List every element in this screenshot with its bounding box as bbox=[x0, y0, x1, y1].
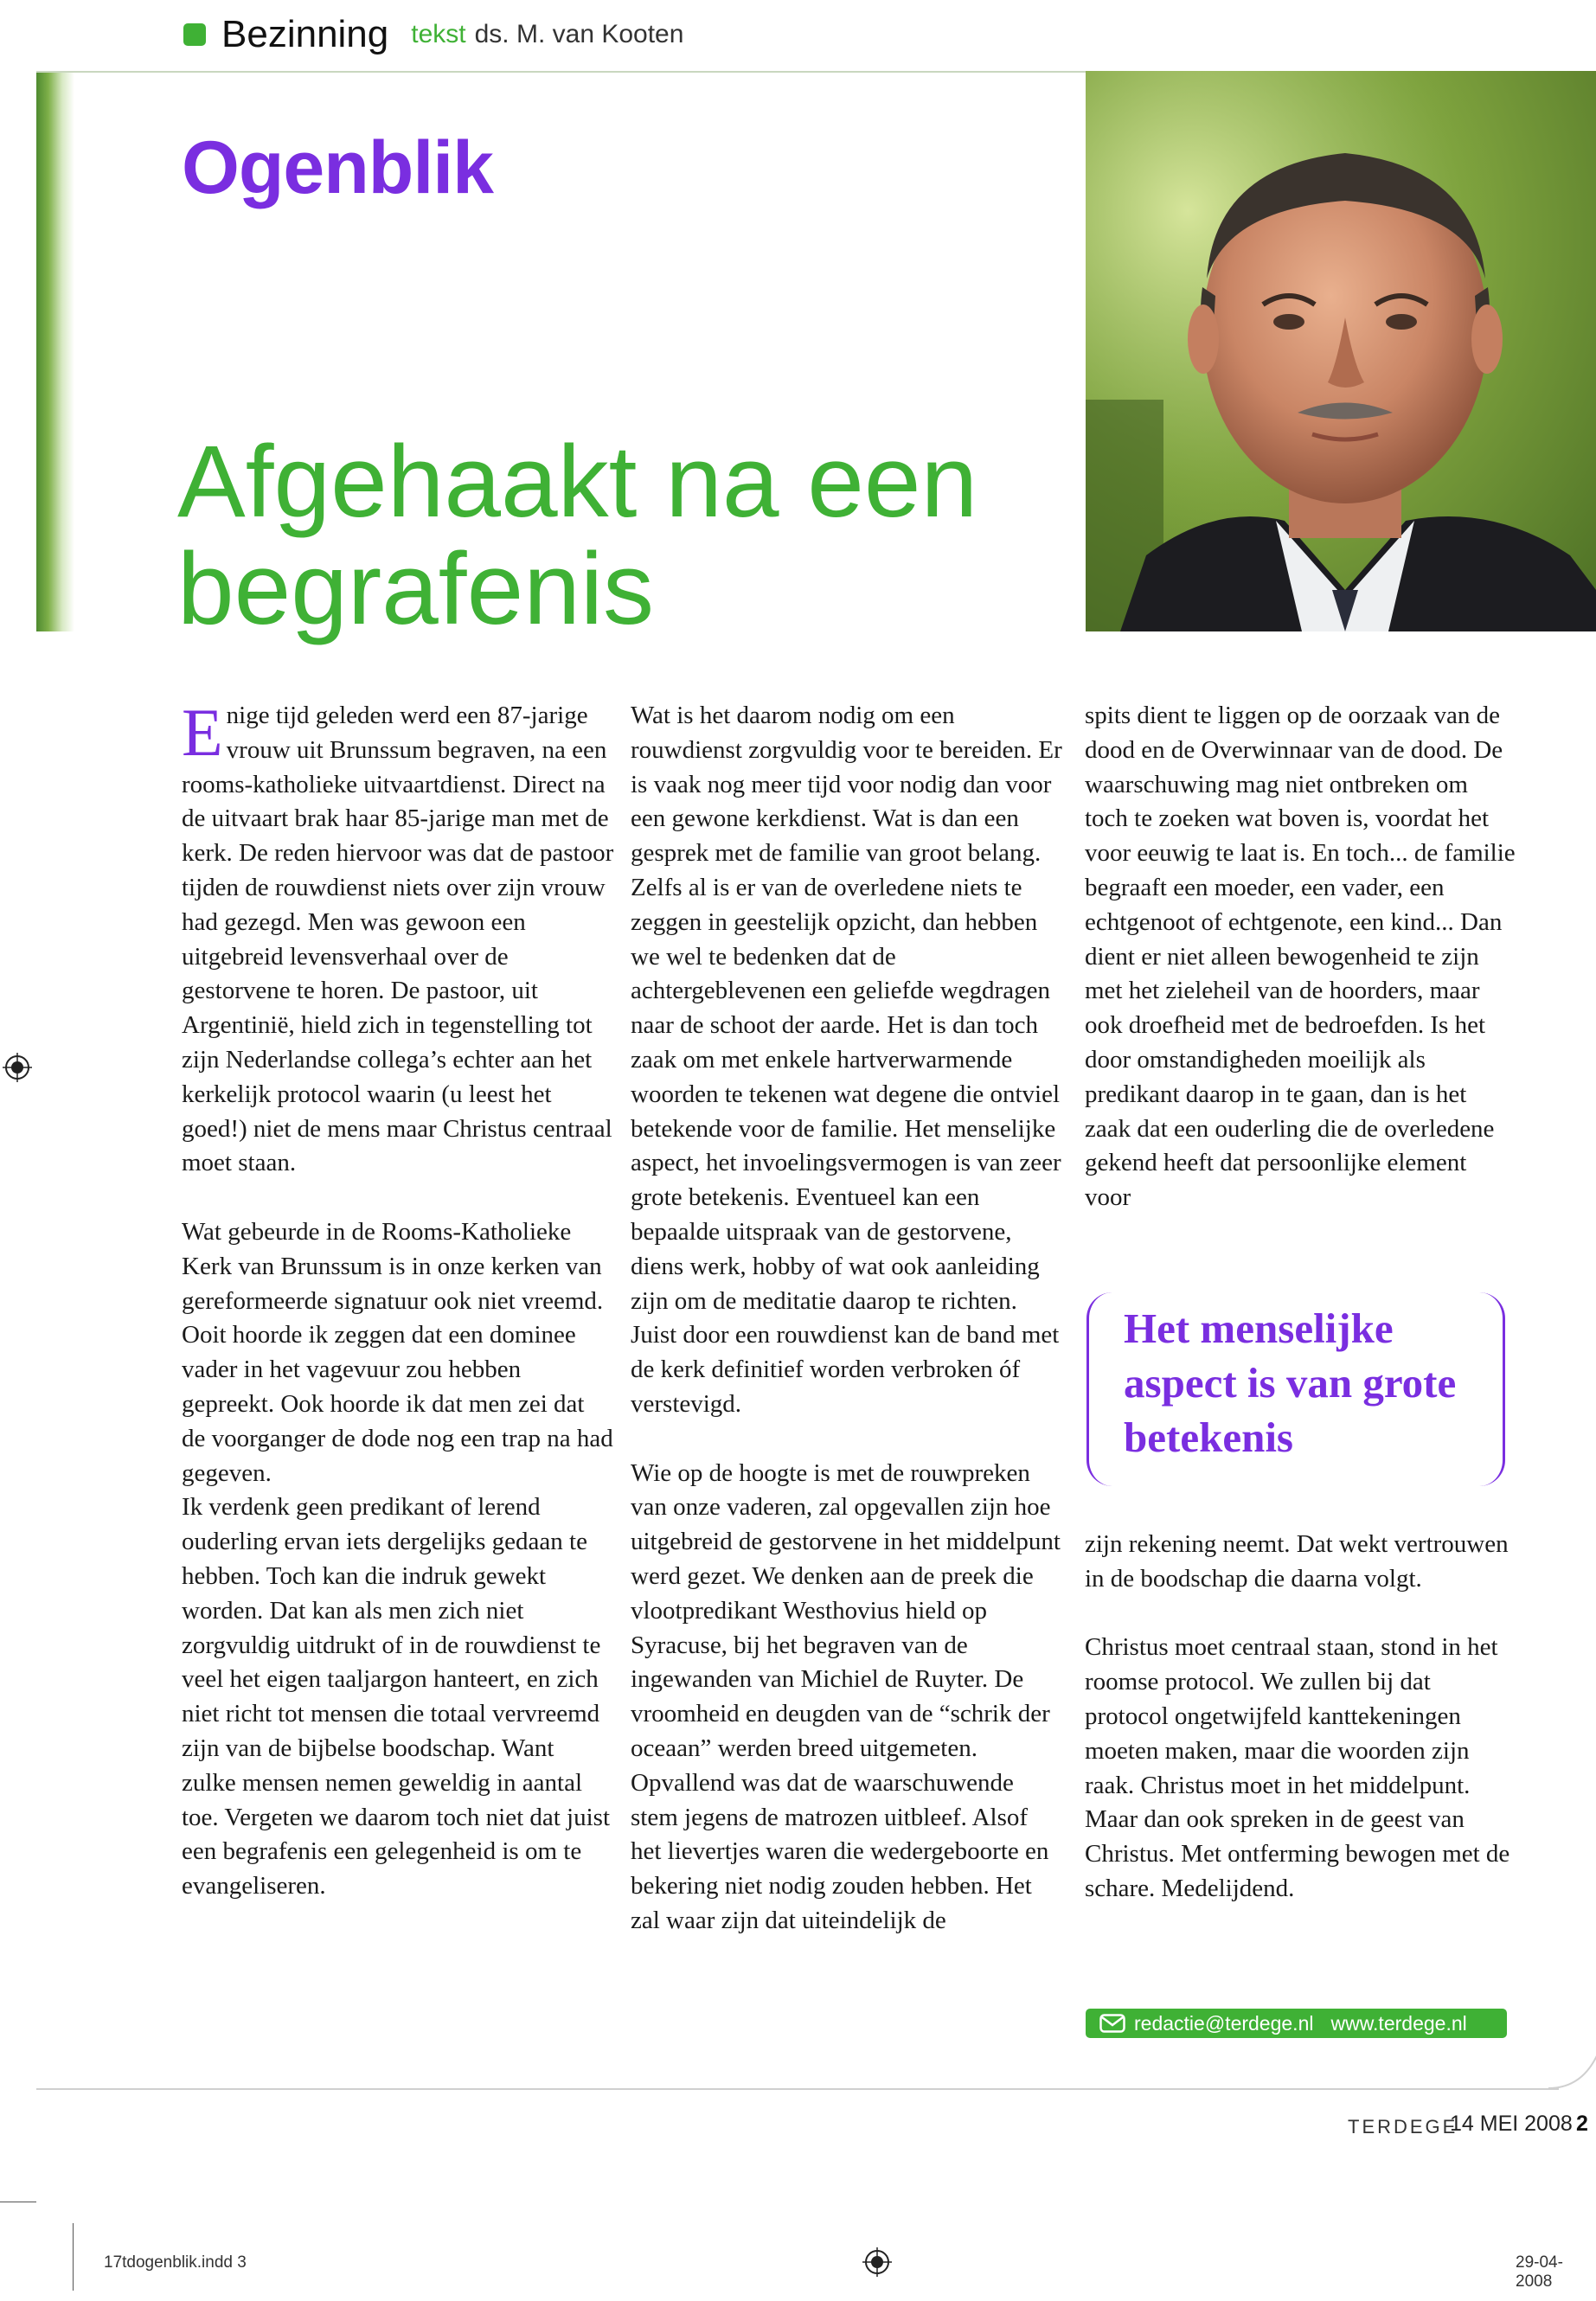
paragraph: spits dient te liggen op de oorzaak van de dood en de Overwinnaar van de dood. De waarschuwing mag niet ontbreken om toch te zoeken wat boven is, voordat het voor eeuwig te laat is. En toch... de familie begraaft een moeder, een vader, een echtgenoot of echtgenote, een kind... Dan dient er niet alleen bewogenheid te zijn met het zieleheil van de hoorders, maar ook droefheid met de bedroefden. Is het door omstandigheden moeilijk als predikant daarop in te gaan, dan is het zaak dat een ouderling die de overledene gekend heeft dat persoonlijke element voor bbox=[1085, 702, 1516, 1212]
contact-bar bbox=[1086, 2009, 1507, 2038]
paragraph: Christus moet centraal staan, stond in het roomse protocol. We zullen bij dat protocol ongetwijfeld kanttekeningen moeten maken, maar die woorden zijn raak. Christus moet in het middelpunt. Maar dan ook spreken in de geest van Christus. Met ontferming bewogen met de schare. Medelijdend. bbox=[1085, 1633, 1510, 1902]
footer-rule bbox=[36, 2088, 1559, 2090]
byline-author: ds. M. van Kooten bbox=[474, 20, 684, 48]
portrait-photo-icon bbox=[1086, 71, 1596, 631]
paragraph bbox=[182, 695, 614, 1181]
section-marker-icon bbox=[183, 23, 206, 46]
kicker-title: Ogenblik bbox=[182, 126, 493, 209]
pull-quote bbox=[1086, 1292, 1505, 1486]
paragraph: zijn rekening neemt. Dat wekt vertrouwen in de boodschap die daarna volgt. bbox=[1085, 1530, 1509, 1593]
mail-icon bbox=[1099, 2014, 1125, 2033]
print-slug-file: 17tdogenblik.indd 3 bbox=[104, 2253, 247, 2272]
footer-publication: TERDEGE bbox=[1348, 2116, 1458, 2138]
headline-line-2: begrafenis bbox=[177, 532, 655, 646]
pull-quote-text: Het menselijke aspect is van grote betekenis bbox=[1124, 1304, 1457, 1461]
page-number: 2 bbox=[1576, 2112, 1588, 2136]
article-column-1 bbox=[182, 695, 614, 1904]
contact-website-link[interactable]: www.terdege.nl bbox=[1330, 2011, 1467, 2035]
registration-mark-icon bbox=[862, 2247, 892, 2277]
headline bbox=[177, 425, 1077, 646]
registration-mark-icon bbox=[3, 1053, 32, 1082]
section-name: Bezinning bbox=[221, 13, 389, 55]
article-column-3-continued bbox=[1085, 1528, 1517, 1907]
hero-top-rule bbox=[36, 71, 1087, 73]
article-column-2 bbox=[631, 699, 1063, 1939]
paragraph: Wat is het daarom nodig om een rouwdienst zorgvuldig voor te bereiden. Er is vaak nog meer tijd voor nodig dan voor een gewone kerkdienst. Wat is dan een gesprek met de familie van groot belang. Zelfs al is er van de overledene niets te zeggen in geestelijk opzicht, dan hebben we wel te bedenken dat de achtergeblevenen een geliefde wegdragen naar de schoot der aarde. Het is dan toch zaak om met enkele hartverwarmende woorden te tekenen wat degene die ontviel betekende voor de familie. Het menselijke aspect, het invoelingsvermogen is van zeer grote betekenis. Eventueel kan een bepaalde uitspraak van de gestorvene, diens werk, hobby of wat ook aanleiding zijn om de meditatie daarop te richten. Juist door een rouwdienst kan de band met de kerk definitief worden verbroken óf verstevigd. bbox=[631, 702, 1062, 1418]
section-header bbox=[183, 9, 683, 61]
paragraph: Wie op de hoogte is met de rouwpreken van onze vaderen, zal opgevallen zijn hoe uitgebreid de gestorvene in het middelpunt werd gezet. We denken aan de preek die vlootpredikant Westhovius hield op Syracuse, bij het begraven van de ingewanden van Michiel de Ruyter. De vroomheid en deugden van de “schrik der oceaan” werden breed uitgemeten. Opvallend was dat de waarschuwende stem jegens de matrozen uitbleef. Alsof het lievertjes waren die wedergeboorte en bekering niet nodig zouden hebben. Het zal waar zijn dat uiteindelijk de bbox=[631, 1458, 1061, 1934]
footer-date: 14 MEI 2008 bbox=[1450, 2112, 1573, 2136]
headline-line-1: Afgehaakt na een bbox=[177, 425, 978, 539]
contact-email-link[interactable]: redactie@terdege.nl bbox=[1134, 2011, 1314, 2035]
paragraph-text: nige tijd geleden werd een 87-jarige vrouw uit Brunssum begraven, na een rooms-katholieke uitvaartdienst. Direct na de uitvaart brak haar 85-jarige man met de kerk. De reden hiervoor was dat de pastoor tijden de rouwdienst niets over zijn vrouw had gezegd. Men was gewoon een uitgebreid levensverhaal over de gestorvene te horen. De pastoor, uit Argentinië, hield zich in tegenstelling tot zijn Nederlandse collega’s echter aan het kerkelijk protocol waarin (u leest het goed!) niet de mens maar Christus centraal moet staan. bbox=[182, 702, 614, 1177]
paragraph: Ik verdenk geen predikant of lerend ouderling ervan iets dergelijks gedaan te hebben. Toch kan die indruk gewekt worden. Dat kan als men zich niet zorgvuldig uitdrukt of in de rouwdienst te veel het eigen taaljargon hanteert, en zich niet richt tot mensen die totaal vervreemd zijn van de bijbelse boodschap. Want zulke mensen nemen geweldig in aantal toe. Vergeten we daarom toch niet dat juist een begrafenis een gelegenheid is om te evangeliseren. bbox=[182, 1493, 611, 1900]
crop-mark bbox=[73, 2223, 74, 2291]
drop-cap: E bbox=[182, 695, 223, 770]
footer-curve-decoration bbox=[1548, 2050, 1596, 2090]
article-column-3 bbox=[1085, 699, 1517, 1215]
byline-label: tekst bbox=[411, 20, 466, 48]
paragraph: Wat gebeurde in de Rooms-Katholieke Kerk van Brunssum is in onze kerken van gereformeerde signatuur ook niet vreemd. Ooit hoorde ik zeggen dat een dominee vader in het vagevuur zou hebben gepreekt. Ook hoorde ik dat men zei dat de voorganger de dode nog een trap na had gegeven. bbox=[182, 1217, 613, 1487]
print-slug-date: 29-04-2008 bbox=[1516, 2253, 1563, 2291]
